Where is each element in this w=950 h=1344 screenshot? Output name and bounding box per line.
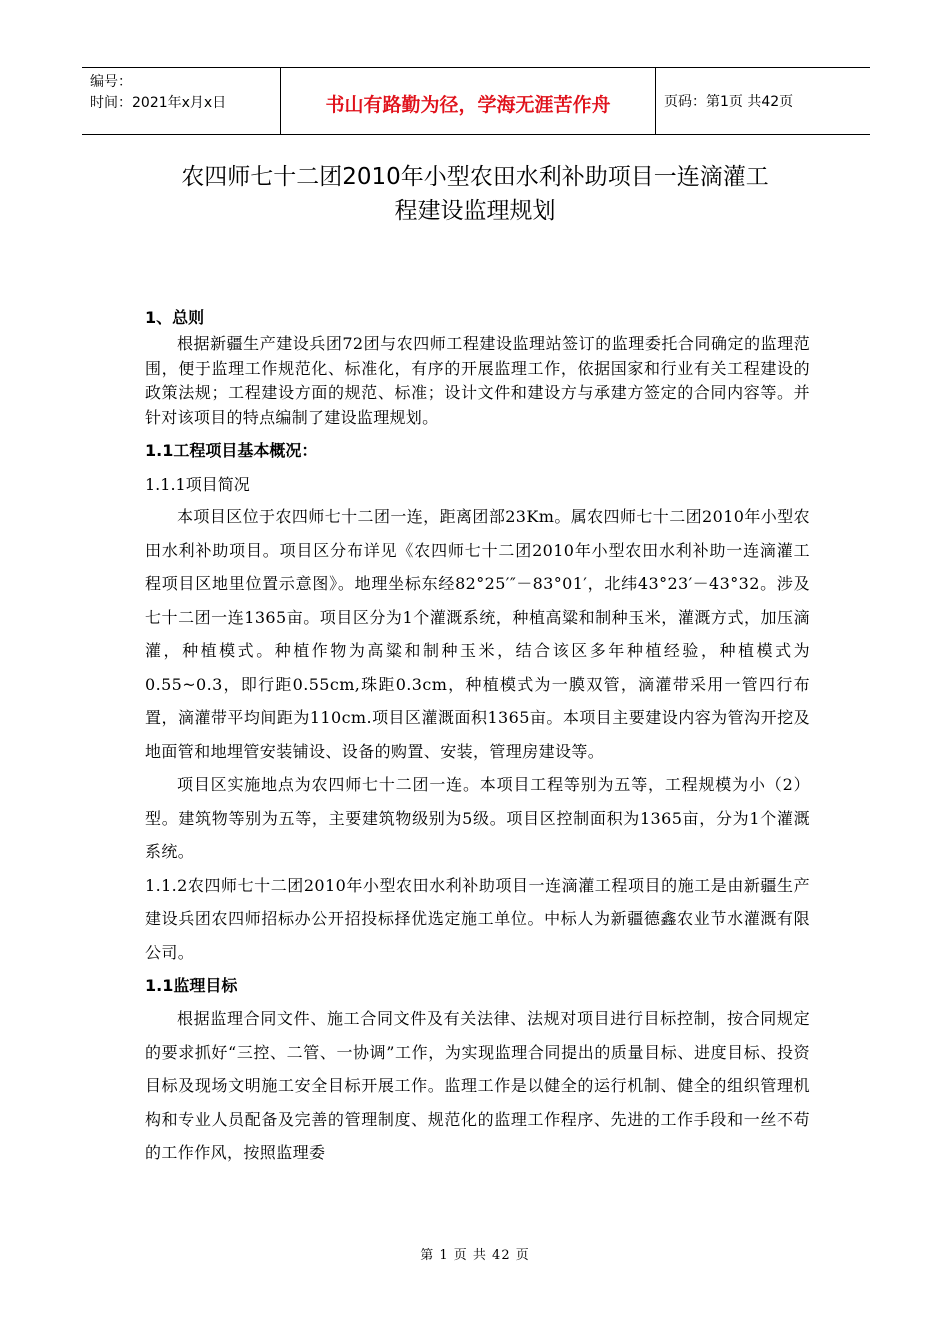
- serial-label: 编号：: [90, 74, 132, 90]
- header-page-info: 页码：第1页 共42页: [664, 94, 794, 110]
- section-1-2-heading: 1.1监理目标: [145, 976, 238, 995]
- date-label: 时间：2021年x月x日: [90, 95, 227, 111]
- section-1-heading: 1、总则: [145, 308, 205, 327]
- section-1-1-1-heading: 1.1.1项目简况: [145, 475, 250, 494]
- title-line-1: 农四师七十二团2010年小型农田水利补助项目一连滴灌工: [181, 164, 769, 190]
- section-1-1-heading: 1.1工程项目基本概况：: [145, 441, 318, 460]
- header-motto: 书山有路勤为径，学海无涯苦作舟: [280, 68, 656, 134]
- page-footer: 第 1 页 共 42 页: [420, 1248, 530, 1263]
- header-table: [82, 67, 870, 135]
- document-title: [100, 160, 850, 228]
- header-meta: [82, 68, 280, 134]
- section-1-2-paragraph: 根据监理合同文件、施工合同文件及有关法律、法规对项目进行目标控制，按合同规定的要求抓好“三控、二管、一协调”工作，为实现监理合同提出的质量目标、进度目标、投资目标及现场文明施工安全目标开展工作。监理工作是以健全的运行机制、健全的组织管理机构和专业人员配备及完善的管理制度、规范化的监理工作程序、先进的工作手段和一丝不苟的工作作风，按照监理委: [145, 1009, 810, 1162]
- section-1-1-1-paragraph-2: 项目区实施地点为农四师七十二团一连。本项目工程等别为五等，工程规模为小（2）型。建筑物等别为五等，主要建筑物级别为5级。项目区控制面积为1365亩，分为1个灌溉系统。: [145, 775, 810, 861]
- section-1-1-2-paragraph: 1.1.2农四师七十二团2010年小型农田水利补助项目一连滴灌工程项目的施工是由新疆生产建设兵团农四师招标办公开招投标择优选定施工单位。中标人为新疆德鑫农业节水灌溉有限公司。: [145, 875, 810, 962]
- section-1-paragraph: 根据新疆生产建设兵团72团与农四师工程建设监理站签订的监理委托合同确定的监理范围，便于监理工作规范化、标准化，有序的开展监理工作，依据国家和行业有关工程建设的政策法规；工程建设方面的规范、标准；设计文件和建设方与承建方签定的合同内容等。并针对该项目的特点编制了建设监理规划。: [145, 334, 810, 427]
- section-1-1-1-paragraph-1: 本项目区位于农四师七十二团一连，距离团部23Km。属农四师七十二团2010年小型农田水利补助项目。项目区分布详见《农四师七十二团2010年小型农田水利补助一连滴灌工程项目区地里位置示意图》。地理坐标东经82°25′″－83°01′，北纬43°23′－43°32。涉及七十二团一连1365亩。项目区分为1个灌溉系统，种植高粱和制种玉米，灌溉方式，加压滴灌，种植模式。种植作物为高粱和制种玉米，结合该区多年种植经验，种植模式为0.55~0.3，即行距0.55cm,珠距0.3cm，种植模式为一膜双管，滴灌带采用一管四行布置，滴灌带平均间距为110cm.项目区灌溉面积1365亩。本项目主要建设内容为管沟开挖及地面管和地埋管安装铺设、设备的购置、安装，管理房建设等。: [145, 507, 810, 761]
- title-line-2: 程建设监理规划: [394, 198, 556, 224]
- document-body: [145, 304, 810, 1170]
